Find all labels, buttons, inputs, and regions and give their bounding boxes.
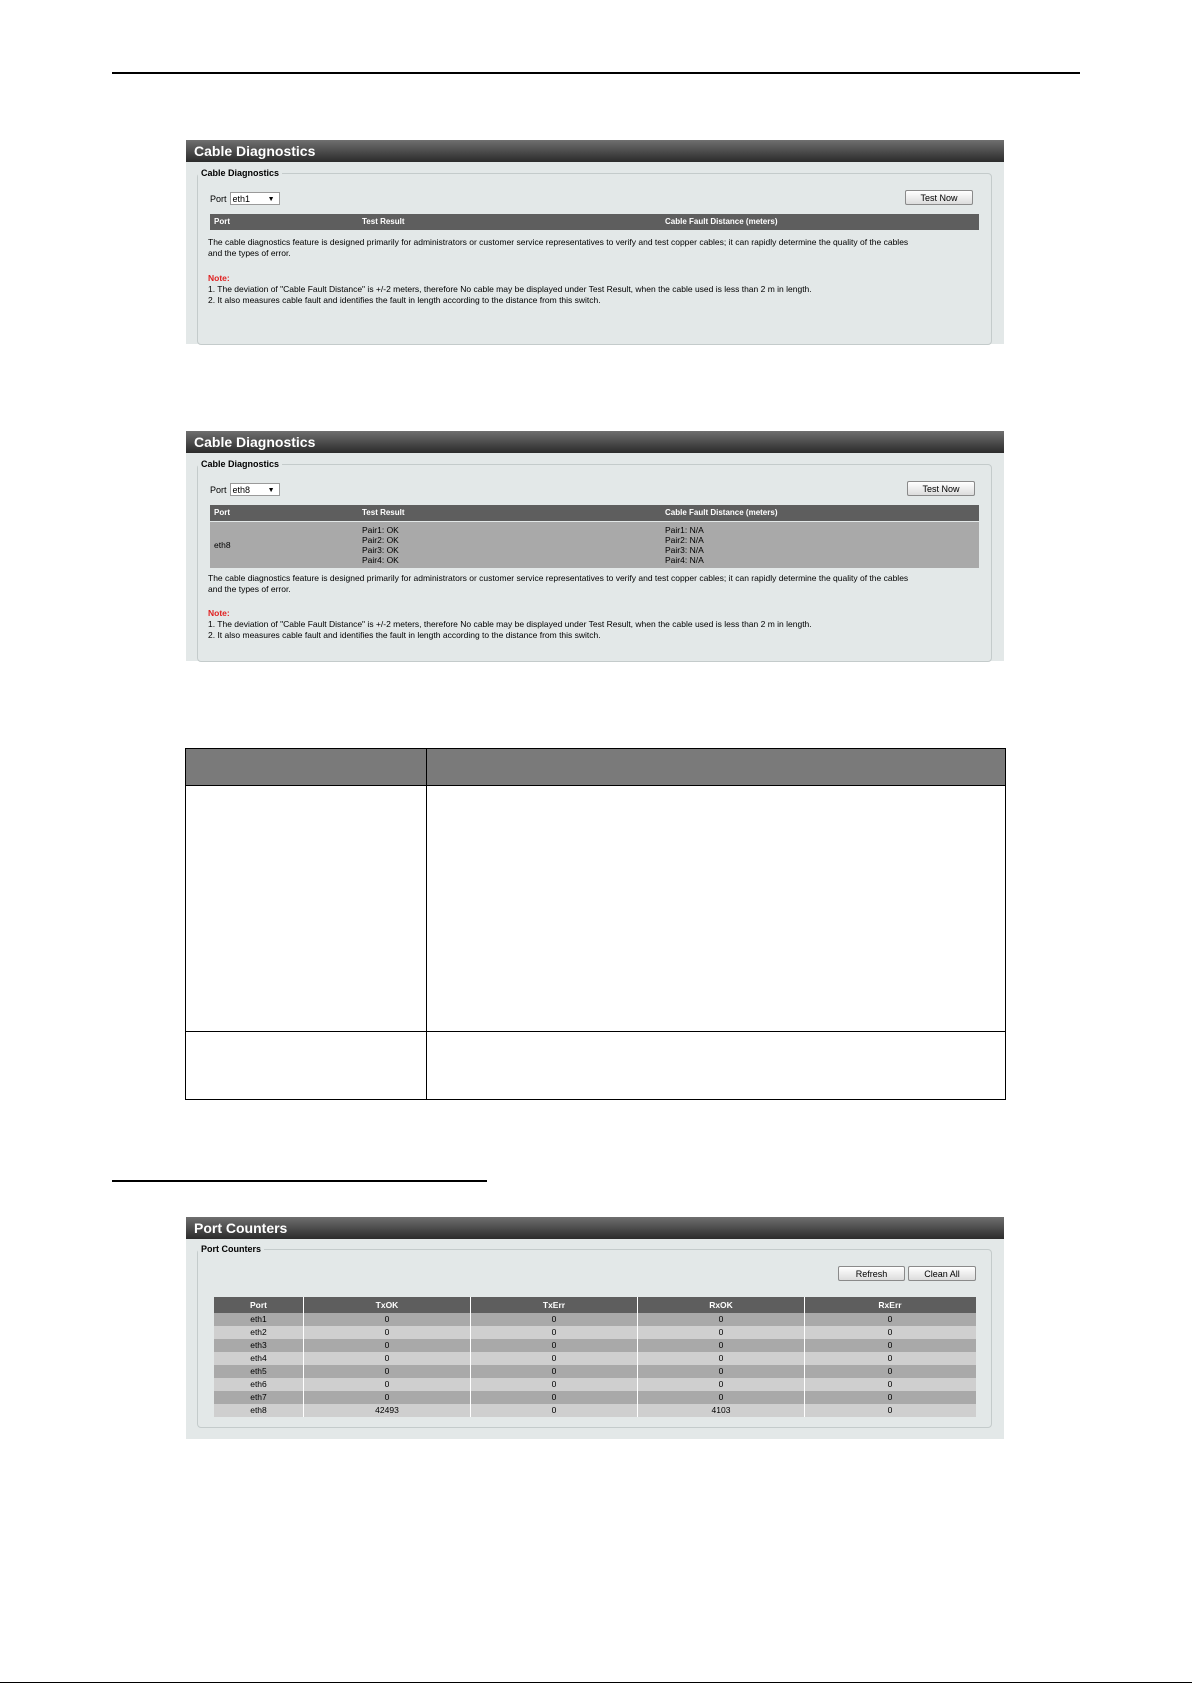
cell-port: eth5 xyxy=(214,1365,304,1378)
pair2-distance: Pair2: N/A xyxy=(665,535,704,545)
col-cable-fault-distance: Cable Fault Distance (meters) xyxy=(665,217,778,226)
cell-txerr: 0 xyxy=(471,1404,638,1417)
col-port: Port xyxy=(214,508,230,517)
port-selector-row xyxy=(210,483,280,496)
cell-port: eth2 xyxy=(214,1326,304,1339)
table-row xyxy=(214,1365,976,1378)
results-table-header xyxy=(210,214,979,230)
description-line-2: and the types of error. xyxy=(208,248,291,258)
cell-txerr: 0 xyxy=(471,1339,638,1352)
note-line-1: 1. The deviation of "Cable Fault Distance" is +/-2 meters, therefore No cable may be displayed under Test Result, when the cable used is less than 2 m in length. xyxy=(208,619,812,629)
cable-diagnostics-panel-2 xyxy=(186,431,1004,661)
row-divider xyxy=(186,1031,1005,1032)
port-select[interactable] xyxy=(230,192,280,205)
fieldset-legend: Cable Diagnostics xyxy=(201,168,280,178)
pair2-result: Pair2: OK xyxy=(362,535,399,545)
table-row xyxy=(210,522,979,568)
port-select-value: eth8 xyxy=(232,485,251,495)
cell-rxerr: 0 xyxy=(887,1392,893,1402)
cell-txerr: 0 xyxy=(471,1378,638,1391)
description-line-2: and the types of error. xyxy=(208,584,291,594)
cell-port: eth4 xyxy=(214,1352,304,1365)
cell-port: eth8 xyxy=(214,1404,304,1417)
fieldset-legend: Cable Diagnostics xyxy=(201,459,280,469)
panel-title: Cable Diagnostics xyxy=(186,431,1004,453)
cell-txok: 42493 xyxy=(304,1404,471,1417)
cell-port: eth6 xyxy=(214,1378,304,1391)
column-divider xyxy=(426,749,427,1099)
col-rxok: RxOK xyxy=(638,1297,805,1313)
cell-txok: 0 xyxy=(304,1326,471,1339)
row-test-result xyxy=(362,525,399,565)
cell-txerr: 0 xyxy=(471,1365,638,1378)
pair1-distance: Pair1: N/A xyxy=(665,525,704,535)
table-row xyxy=(214,1391,976,1404)
results-table-header xyxy=(210,505,979,521)
description-text xyxy=(208,573,981,595)
cell-txerr: 0 xyxy=(471,1352,638,1365)
cable-diagnostics-fieldset xyxy=(197,459,992,662)
description-text xyxy=(208,237,981,259)
cell-txok: 0 xyxy=(304,1378,471,1391)
cell-rxerr: 0 xyxy=(887,1366,893,1376)
clean-all-button[interactable]: Clean All xyxy=(908,1266,976,1281)
note-line-2: 2. It also measures cable fault and identifies the fault in length according to the distance from this switch. xyxy=(208,630,601,640)
note-line-1: 1. The deviation of "Cable Fault Distance" is +/-2 meters, therefore No cable may be displayed under Test Result, when the cable used is less than 2 m in length. xyxy=(208,284,812,294)
cell-rxok: 0 xyxy=(638,1339,805,1352)
cable-diagnostics-fieldset xyxy=(197,168,992,345)
cell-rxerr: 0 xyxy=(887,1327,893,1337)
table-row xyxy=(214,1404,976,1417)
cell-rxok: 0 xyxy=(638,1313,805,1326)
port-select[interactable] xyxy=(230,483,280,496)
panel-title: Cable Diagnostics xyxy=(186,140,1004,162)
cell-rxok: 0 xyxy=(638,1365,805,1378)
col-test-result: Test Result xyxy=(362,217,405,226)
cell-port: eth7 xyxy=(214,1391,304,1404)
cell-port: eth3 xyxy=(214,1339,304,1352)
dropdown-arrow-icon: ▼ xyxy=(267,487,275,494)
test-now-button[interactable]: Test Now xyxy=(907,481,975,496)
note-title: Note: xyxy=(208,273,230,283)
cell-txok: 0 xyxy=(304,1365,471,1378)
table-row xyxy=(214,1339,976,1352)
port-label: Port xyxy=(210,484,227,495)
cell-rxok: 0 xyxy=(638,1352,805,1365)
port-label: Port xyxy=(210,193,227,204)
cell-rxok: 4103 xyxy=(638,1404,805,1417)
cell-txok: 0 xyxy=(304,1391,471,1404)
cell-txok: 0 xyxy=(304,1339,471,1352)
table-row xyxy=(214,1326,976,1339)
cell-port: eth1 xyxy=(214,1313,304,1326)
pair3-distance: Pair3: N/A xyxy=(665,545,704,555)
row-fault-distance xyxy=(665,525,704,565)
section-heading-underline xyxy=(112,1180,487,1182)
cell-txok: 0 xyxy=(304,1352,471,1365)
table-header xyxy=(186,749,1005,786)
note-line-2: 2. It also measures cable fault and identifies the fault in length according to the distance from this switch. xyxy=(208,295,601,305)
cell-txerr: 0 xyxy=(471,1391,638,1404)
row-port: eth8 xyxy=(214,540,231,550)
cable-diagnostics-panel-1 xyxy=(186,140,1004,344)
pair3-result: Pair3: OK xyxy=(362,545,399,555)
cell-rxerr: 0 xyxy=(887,1340,893,1350)
dropdown-arrow-icon: ▼ xyxy=(267,196,275,203)
refresh-button[interactable]: Refresh xyxy=(838,1266,905,1281)
port-counters-table xyxy=(214,1297,976,1417)
cell-rxok: 0 xyxy=(638,1378,805,1391)
col-port: Port xyxy=(214,1297,304,1313)
cell-rxok: 0 xyxy=(638,1326,805,1339)
cell-txok: 0 xyxy=(304,1313,471,1326)
col-cable-fault-distance: Cable Fault Distance (meters) xyxy=(665,508,778,517)
cell-rxok: 0 xyxy=(638,1391,805,1404)
port-selector-row xyxy=(210,192,280,205)
fieldset-legend: Port Counters xyxy=(201,1244,262,1254)
table-header xyxy=(214,1297,976,1313)
cell-txerr: 0 xyxy=(471,1326,638,1339)
cell-rxerr: 0 xyxy=(887,1405,893,1415)
pair4-result: Pair4: OK xyxy=(362,555,399,565)
parameter-description-table xyxy=(185,748,1006,1100)
table-row xyxy=(214,1313,976,1326)
table-row xyxy=(214,1352,976,1365)
test-now-button[interactable]: Test Now xyxy=(905,190,973,205)
col-rxerr: RxErr xyxy=(878,1300,902,1310)
pair4-distance: Pair4: N/A xyxy=(665,555,704,565)
description-line-1: The cable diagnostics feature is designed primarily for administrators or customer service representatives to verify and test copper cables; it can rapidly determine the quality of the cables xyxy=(208,573,909,583)
cell-rxerr: 0 xyxy=(887,1353,893,1363)
cell-txerr: 0 xyxy=(471,1313,638,1326)
col-txerr: TxErr xyxy=(471,1297,638,1313)
bottom-rule xyxy=(0,1682,1192,1683)
pair1-result: Pair1: OK xyxy=(362,525,399,535)
cell-rxerr: 0 xyxy=(887,1379,893,1389)
panel-title: Port Counters xyxy=(186,1217,1004,1239)
top-rule xyxy=(112,72,1080,74)
table-row xyxy=(214,1378,976,1391)
note-title: Note: xyxy=(208,608,230,618)
description-line-1: The cable diagnostics feature is designed primarily for administrators or customer service representatives to verify and test copper cables; it can rapidly determine the quality of the cables xyxy=(208,237,909,247)
port-counters-panel xyxy=(186,1217,1004,1439)
cell-rxerr: 0 xyxy=(887,1314,893,1324)
port-select-value: eth1 xyxy=(232,194,251,204)
col-port: Port xyxy=(214,217,230,226)
col-txok: TxOK xyxy=(304,1297,471,1313)
col-test-result: Test Result xyxy=(362,508,405,517)
